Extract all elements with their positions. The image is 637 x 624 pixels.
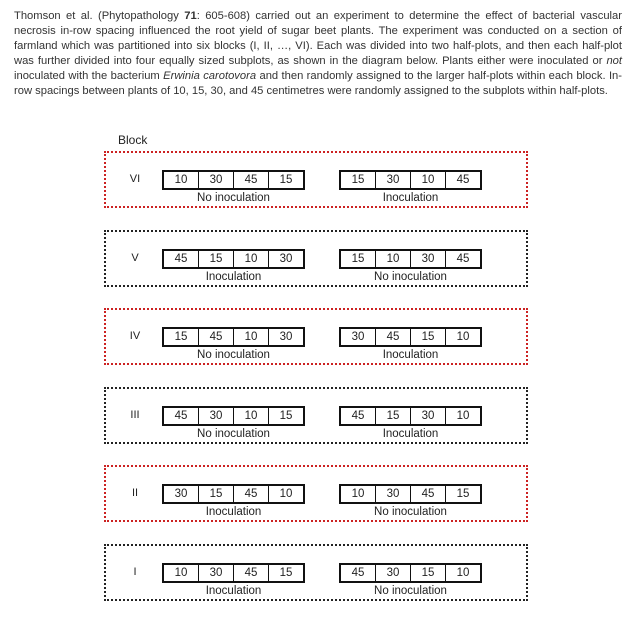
subplot-spacing: 30 [198,172,233,188]
intro-text-1: Thomson et al. (Phytopathology [14,10,185,22]
treatment-label: Inoculation [382,428,439,440]
subplot-spacing: 10 [410,172,445,188]
subplot-spacing: 15 [351,174,365,186]
block [104,230,528,287]
subplot-spacing: 45 [410,486,445,502]
half-plot-right [339,327,482,362]
subplot-row [162,327,305,347]
block [104,465,528,522]
half-plot-left [162,249,305,284]
subplot-spacing: 10 [174,174,188,186]
subplot-spacing: 15 [375,408,410,424]
block-column-header: Block [118,133,148,147]
subplot-spacing: 45 [375,329,410,345]
subplot-spacing: 45 [445,172,480,188]
subplot-row [339,563,482,583]
treatment-label: No inoculation [374,585,447,597]
subplot-spacing: 30 [410,408,445,424]
half-plot-right [339,249,482,284]
intro-paragraph [14,9,622,100]
subplot-spacing: 30 [198,408,233,424]
bacterium-name: Erwinia carotovora [163,70,257,83]
half-plot-right [339,406,482,441]
subplot-spacing: 15 [351,253,365,265]
intro-text-2: : 605-608) carried out an experiment to determine the effect of bacterial vascular necrosis in-row spacing influenced the root yield of sugar beet plants. The experiment was conducted on a section of farmland which was partitioned into six blocks (I, II, …, VI). Each was divided into two half-plots, and then each half-plot was further divided into four equally sized subplots, as shown in the diagram below. Plants either were inoculated or [14,10,622,68]
treatment-label: Inoculation [205,271,262,283]
half-plot-right [339,484,482,519]
subplot-spacing: 30 [375,172,410,188]
block-label: V [131,252,139,264]
subplot-spacing: 10 [268,486,303,502]
subplot-spacing: 10 [445,565,480,581]
intro-text-4: and then randomly assigned to the larger half-plots within each block. In-row spacings between plants of 10, 15, 30, and 45 centimetres were randomly assigned to the subplots within half-plots. [14,70,622,98]
half-plot-left [162,327,305,362]
subplot-spacing: 15 [198,486,233,502]
treatment-label: Inoculation [382,192,439,204]
half-plot-right [339,563,482,598]
block [104,308,528,365]
subplot-spacing: 15 [174,331,188,343]
intro-text-3: inoculated with the bacterium [14,70,164,83]
subplot-row [162,406,305,426]
subplot-spacing: 15 [268,408,303,424]
subplot-spacing: 45 [174,253,188,265]
subplot-spacing: 10 [233,251,268,267]
subplot-spacing: 30 [351,331,365,343]
block-label: I [133,566,137,578]
subplot-spacing: 15 [268,172,303,188]
subplot-row [339,484,482,504]
subplot-spacing: 45 [445,251,480,267]
subplot-spacing: 30 [410,251,445,267]
subplot-row [162,563,305,583]
treatment-label: Inoculation [205,585,262,597]
block [104,151,528,208]
treatment-label: No inoculation [374,271,447,283]
subplot-spacing: 45 [233,486,268,502]
subplot-row [339,406,482,426]
subplot-row [339,170,482,190]
subplot-spacing: 10 [445,329,480,345]
block-label: III [130,409,140,421]
subplot-spacing: 45 [233,565,268,581]
subplot-spacing: 15 [198,251,233,267]
subplot-row [162,170,305,190]
treatment-label: No inoculation [197,428,270,440]
subplot-row [162,249,305,269]
subplot-spacing: 30 [268,251,303,267]
half-plot-left [162,406,305,441]
half-plot-left [162,484,305,519]
block [104,387,528,444]
block-label: IV [129,330,141,342]
subplot-spacing: 10 [233,329,268,345]
subplot-row [339,249,482,269]
half-plot-right [339,170,482,205]
subplot-spacing: 45 [198,329,233,345]
treatment-label: Inoculation [205,506,262,518]
subplot-spacing: 45 [174,410,188,422]
subplot-spacing: 45 [351,410,365,422]
subplot-spacing: 10 [445,408,480,424]
subplot-spacing: 15 [410,565,445,581]
block-label: II [131,487,139,499]
subplot-spacing: 10 [375,251,410,267]
subplot-spacing: 15 [268,565,303,581]
subplot-spacing: 15 [445,486,480,502]
subplot-row [162,484,305,504]
half-plot-left [162,563,305,598]
subplot-spacing: 10 [233,408,268,424]
subplot-spacing: 30 [198,565,233,581]
subplot-spacing: 30 [268,329,303,345]
subplot-spacing: 30 [375,486,410,502]
journal-volume: 71 [184,10,197,22]
treatment-label: No inoculation [197,349,270,361]
half-plot-left [162,170,305,205]
subplot-spacing: 10 [174,567,188,579]
treatment-label: Inoculation [382,349,439,361]
not-emphasis: not [606,55,622,68]
block-label: VI [129,173,141,185]
subplot-row [339,327,482,347]
subplot-spacing: 30 [375,565,410,581]
subplot-spacing: 45 [351,567,365,579]
treatment-label: No inoculation [197,192,270,204]
subplot-spacing: 10 [351,488,365,500]
subplot-spacing: 15 [410,329,445,345]
subplot-spacing: 30 [174,488,188,500]
block [104,544,528,601]
subplot-spacing: 45 [233,172,268,188]
treatment-label: No inoculation [374,506,447,518]
